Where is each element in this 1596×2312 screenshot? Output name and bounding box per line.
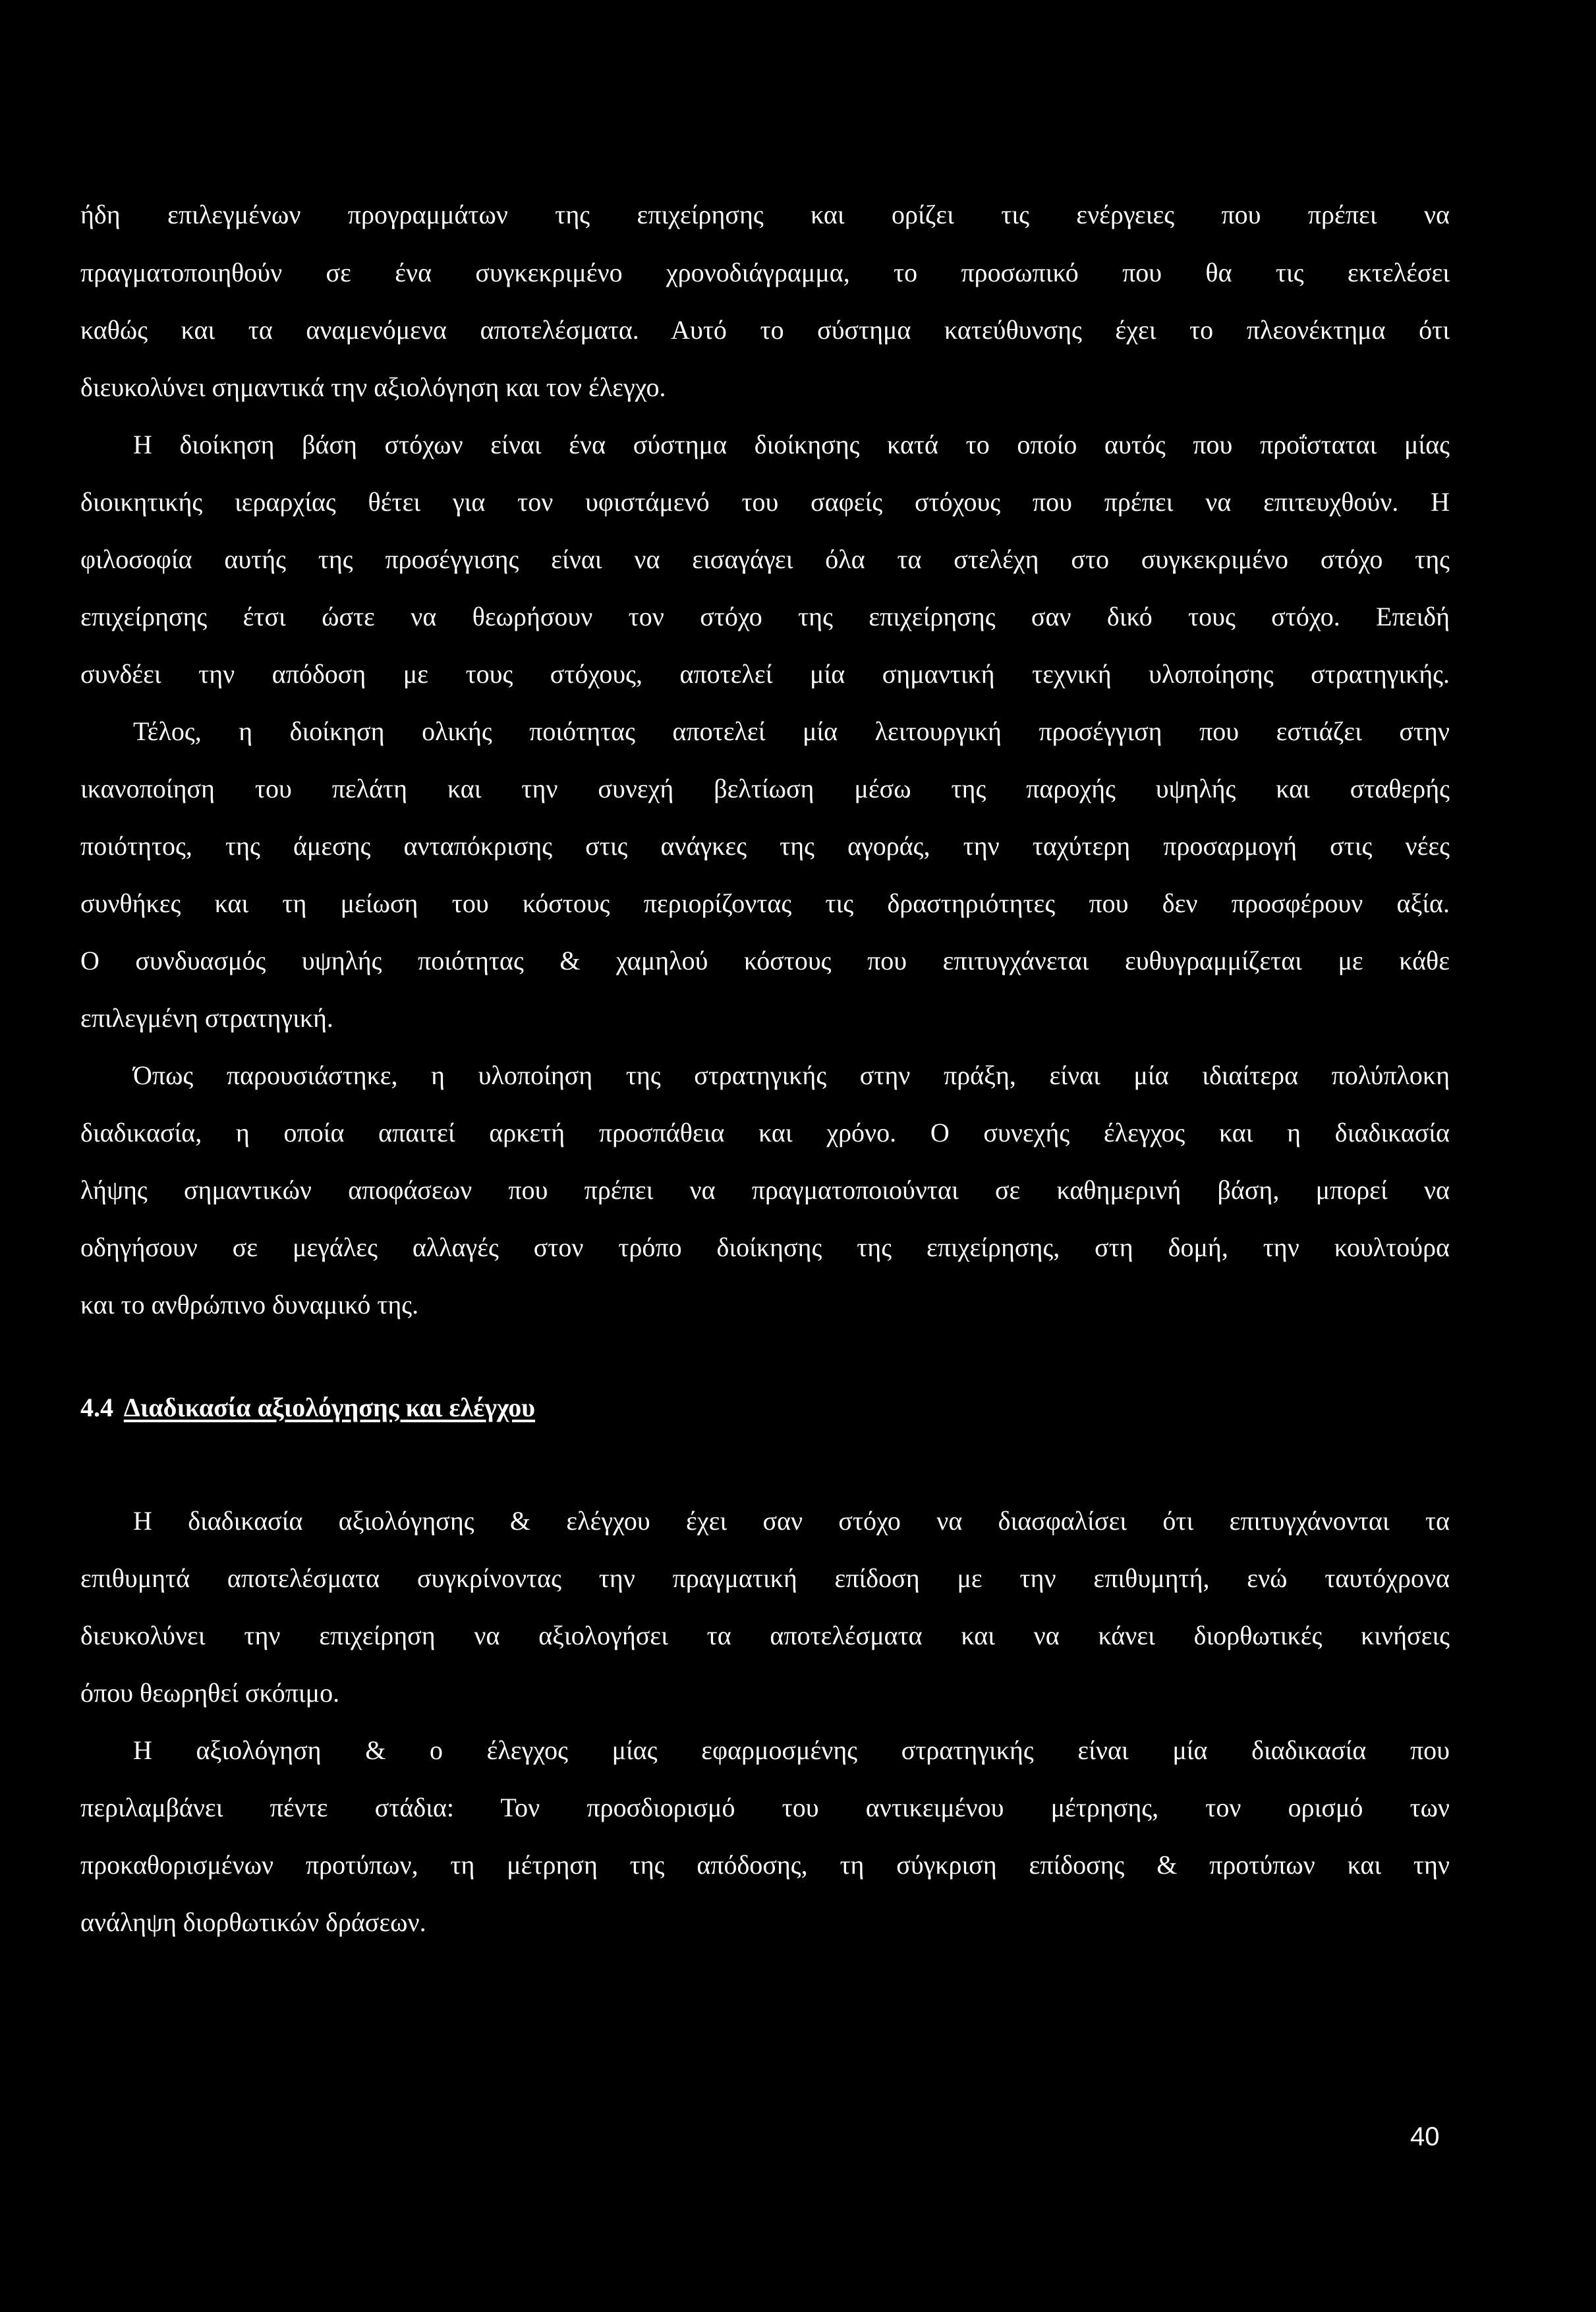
text-line: περιλαμβάνει πέντε στάδια: Τον προσδιορισμό του αντικειμένου μέτρησης, τον ορισμό των	[80, 1793, 1450, 1822]
section-number: 4.4	[80, 1393, 113, 1422]
text-line: πραγματοποιηθούν σε ένα συγκεκριμένο χρονοδιάγραμμα, το προσωπικό που θα τις εκτελέσει	[80, 258, 1450, 287]
text-line: καθώς και τα αναμενόμενα αποτελέσματα. Αυτό το σύστημα κατεύθυνσης έχει το πλεονέκτημα ότι	[80, 315, 1450, 345]
text-line: προκαθορισμένων προτύπων, τη μέτρηση της απόδοσης, τη σύγκριση επίδοσης & προτύπων και την	[80, 1850, 1450, 1880]
section-title: Διαδικασία αξιολόγησης και ελέγχου	[123, 1393, 536, 1422]
page-number: 40	[1410, 2122, 1440, 2151]
text-line: ήδη επιλεγμένων προγραμμάτων της επιχείρησης και ορίζει τις ενέργειες που πρέπει να	[80, 200, 1450, 229]
text-line: Η διοίκηση βάση στόχων είναι ένα σύστημα διοίκησης κατά το οποίο αυτός που προΐσταται μίας	[133, 430, 1450, 459]
text-line: συνθήκες και τη μείωση του κόστους περιορίζοντας τις δραστηριότητες που δεν προσφέρουν αξία.	[80, 888, 1450, 918]
text-line: διοικητικής ιεραρχίας θέτει για τον υφιστάμενό του σαφείς στόχους που πρέπει να επιτευχθούν. Η	[80, 487, 1450, 517]
text-line: και το ανθρώπινο δυναμικό της.	[80, 1290, 419, 1319]
text-line: ποιότητος, της άμεσης ανταπόκρισης στις ανάγκες της αγοράς, την ταχύτερη προσαρμογή στις νέες	[80, 831, 1450, 861]
text-line: οδηγήσουν σε μεγάλες αλλαγές στον τρόπο διοίκησης της επιχείρησης, στη δομή, την κουλτούρα	[80, 1232, 1450, 1262]
text-line: ανάληψη διορθωτικών δράσεων.	[80, 1907, 426, 1937]
text-line: Η αξιολόγηση & ο έλεγχος μίας εφαρμοσμένης στρατηγικής είναι μία διαδικασία που	[133, 1735, 1450, 1765]
text-line: επιχείρησης έτσι ώστε να θεωρήσουν τον στόχο της επιχείρησης σαν δικό τους στόχο. Επειδή	[80, 602, 1450, 631]
text-line: φιλοσοφία αυτής της προσέγγισης είναι να εισαγάγει όλα τα στελέχη στο συγκεκριμένο στόχο της	[80, 544, 1450, 574]
text-line: διαδικασία, η οποία απαιτεί αρκετή προσπάθεια και χρόνο. Ο συνεχής έλεγχος και η διαδικασία	[80, 1118, 1450, 1147]
text-line: διευκολύνει την επιχείρηση να αξιολογήσει τα αποτελέσματα και να κάνει διορθωτικές κινήσεις	[80, 1621, 1450, 1650]
section-heading	[80, 1392, 535, 1424]
text-line: Η διαδικασία αξιολόγησης & ελέγχου έχει σαν στόχο να διασφαλίσει ότι επιτυγχάνονται τα	[133, 1506, 1450, 1536]
text-line: όπου θεωρηθεί σκόπιμο.	[80, 1678, 340, 1708]
text-line: Ο συνδυασμός υψηλής ποιότητας & χαμηλού κόστους που επιτυγχάνεται ευθυγραμμίζεται με κάθε	[80, 946, 1450, 975]
text-line: ικανοποίηση του πελάτη και την συνεχή βελτίωση μέσω της παροχής υψηλής και σταθερής	[80, 774, 1450, 803]
text-line: Τέλος, η διοίκηση ολικής ποιότητας αποτελεί μία λειτουργική προσέγγιση που εστιάζει στην	[133, 716, 1450, 746]
text-line: επιλεγμένη στρατηγική.	[80, 1003, 333, 1033]
text-line: διευκολύνει σημαντικά την αξιολόγηση και τον έλεγχο.	[80, 372, 666, 402]
text-line: Όπως παρουσιάστηκε, η υλοποίηση της στρατηγικής στην πράξη, είναι μία ιδιαίτερα πολύπλοκη	[133, 1060, 1450, 1090]
text-line: συνδέει την απόδοση με τους στόχους, αποτελεί μία σημαντική τεχνική υλοποίησης στρατηγικής.	[80, 659, 1450, 689]
text-line: επιθυμητά αποτελέσματα συγκρίνοντας την πραγματική επίδοση με την επιθυμητή, ενώ ταυτόχρονα	[80, 1563, 1450, 1593]
text-line: λήψης σημαντικών αποφάσεων που πρέπει να πραγματοποιούνται σε καθημερινή βάση, μπορεί να	[80, 1175, 1450, 1205]
